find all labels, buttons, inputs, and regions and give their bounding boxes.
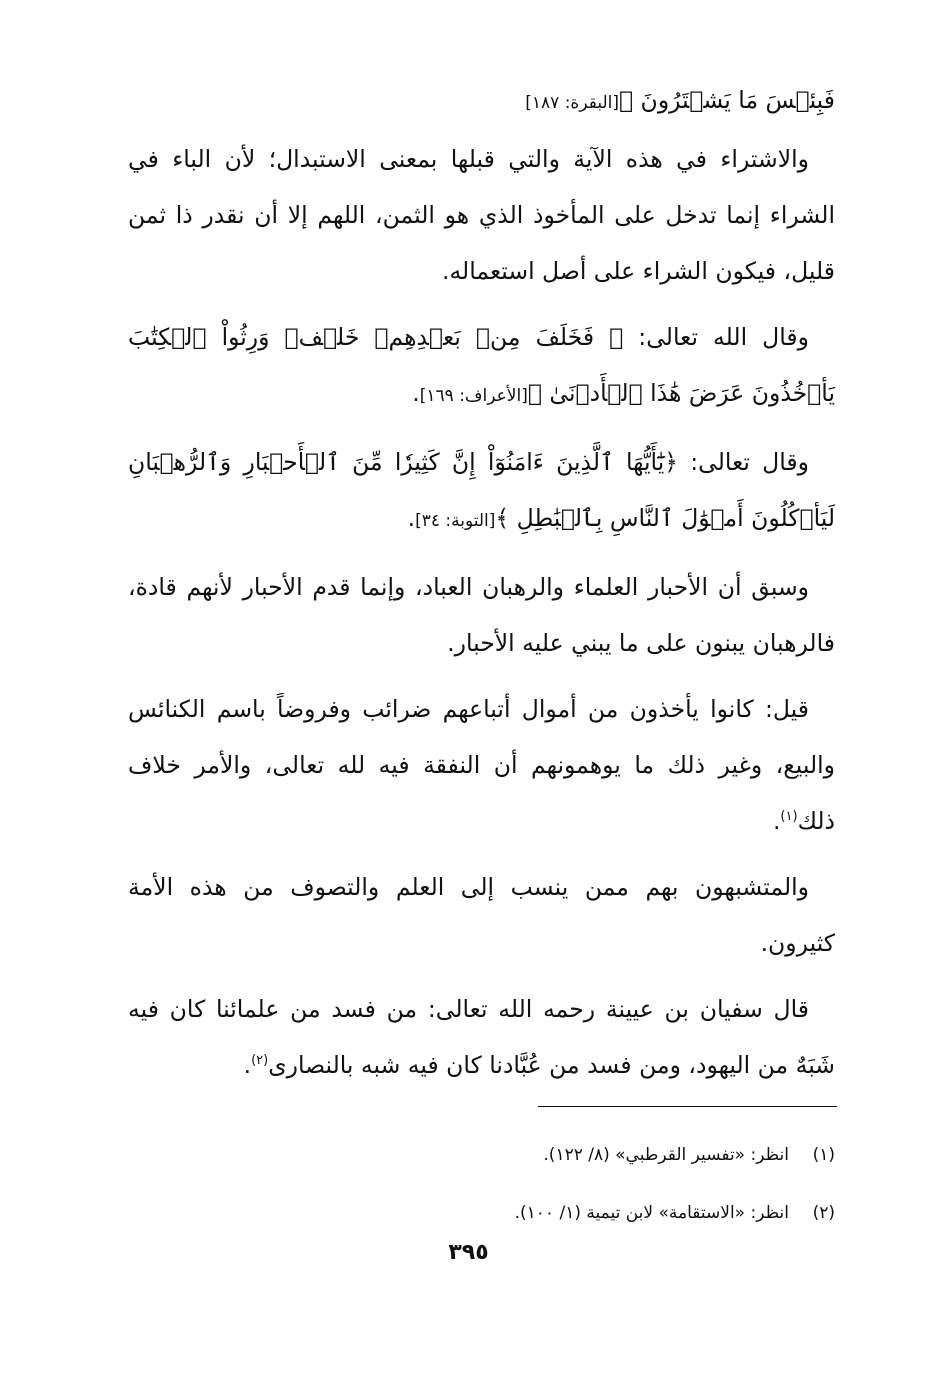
footnote-divider — [538, 1106, 837, 1107]
paragraph-text: وسبق أن الأحبار العلماء والرهبان العباد، وإنما قدم الأحبار لأنهم قادة، فالرهبان يبنون على ما يبني عليه الأحبار. — [128, 573, 835, 657]
verse-reference: [الأعراف: ١٦٩] — [419, 386, 528, 406]
quran-verse: ﴿ فَخَلَفَ مِنۢ بَعۡدِهِمۡ خَلۡفٞ وَرِثُواْ ٱلۡكِتَٰبَ يَأۡخُذُونَ عَرَضَ هَٰذَا ٱلۡأَدۡنَىٰ ﴾ — [128, 323, 835, 407]
main-text — [128, 72, 835, 1093]
paragraph-araf-verse — [128, 309, 835, 424]
verse-reference: [البقرة: ١٨٧] — [525, 93, 619, 113]
full-stop: . — [243, 1051, 252, 1079]
footnote-text: انظر: «الاستقامة» لابن تيمية (١/ ١٠٠). — [514, 1203, 789, 1223]
footnote-number: (٢) — [812, 1203, 835, 1223]
quran-verse: فَبِئۡسَ مَا يَشۡتَرُونَ ﴾ — [618, 86, 835, 114]
footnotes — [300, 1126, 835, 1242]
paragraph-text: قال سفيان بن عيينة رحمه الله تعالى: من فسد من علمائنا كان فيه شَبَهٌ من اليهود، ومن فسد من عُبَّادنا كان فيه شبه بالنصارى — [128, 995, 835, 1079]
paragraph-intro: وقال الله تعالى: — [623, 323, 809, 351]
full-stop: . — [772, 807, 781, 835]
paragraph-intro: وقال تعالى: — [678, 448, 809, 476]
paragraph-text: والاشتراء في هذه الآية والتي قبلها بمعنى الاستبدال؛ لأن الباء في الشراء إنما تدخل على المأخوذ الذي هو الثمن، اللهم إلا أن نقدر ذا ثمن قليل، فيكون الشراء على أصل استعماله. — [128, 145, 835, 285]
full-stop: . — [412, 379, 420, 407]
verse-continuation-line — [128, 72, 835, 131]
paragraph-tawba-verse — [128, 434, 835, 549]
footnote-marker: (٢) — [251, 1053, 269, 1069]
paragraph-ahbar — [128, 559, 835, 671]
page-number: ٣٩٥ — [448, 1240, 489, 1265]
paragraph-ishtira — [128, 131, 835, 299]
footnote-marker: (١) — [780, 809, 798, 825]
paragraph-text: والمتشبهون بهم ممن ينسب إلى العلم والتصوف من هذه الأمة كثيرون. — [128, 873, 835, 957]
verse-reference: [التوبة: ٣٤] — [415, 511, 496, 531]
footnote-item — [300, 1126, 835, 1184]
footnote-number: (١) — [812, 1145, 835, 1165]
quran-verse: ﴿يَٰٓأَيُّهَا ٱلَّذِينَ ءَامَنُوٓاْ إِنَّ كَثِيرٗا مِّنَ ٱلۡأَحۡبَارِ وَٱلرُّهۡبَانِ لَيَأۡكُلُونَ أَمۡوَٰلَ ٱلنَّاسِ بِٱلۡبَٰطِلِ ﴾ — [128, 448, 835, 532]
paragraph-sufyan-quote — [128, 981, 835, 1093]
footnote-text: انظر: «تفسير القرطبي» (٨/ ١٢٢). — [543, 1145, 789, 1165]
paragraph-taxes — [128, 681, 835, 849]
paragraph-text: قيل: كانوا يأخذون من أموال أتباعهم ضرائب وفروضاً باسم الكنائس والبيع، وغير ذلك ما يوهمونهم أن النفقة فيه لله تعالى، والأمر خلاف ذلك — [128, 695, 835, 835]
full-stop: . — [407, 504, 416, 532]
footnote-item — [300, 1184, 835, 1242]
paragraph-imitators — [128, 859, 835, 971]
